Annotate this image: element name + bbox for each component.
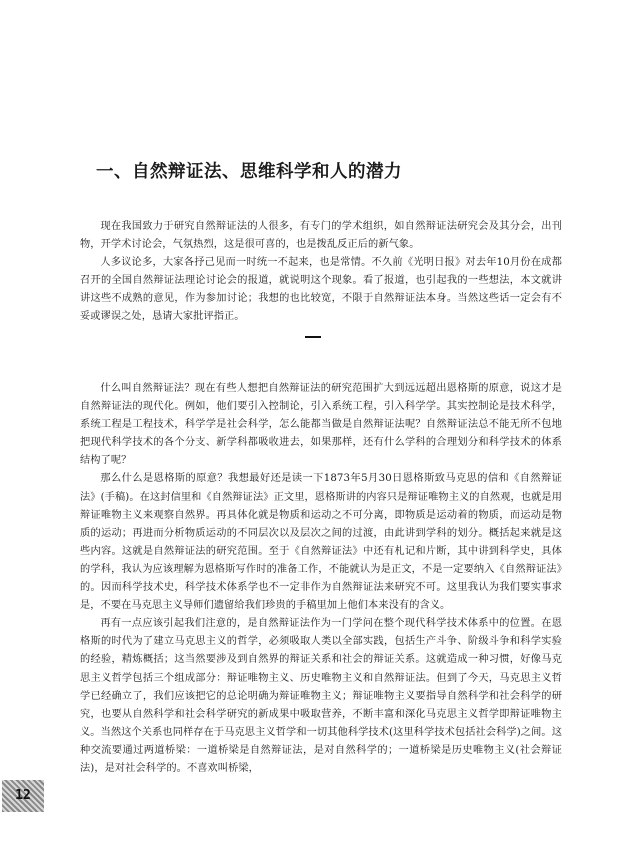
intro-paragraph: 现在我国致力于研究自然辩证法的人很多，有专门的学术组织，如自然辩证法研究会及其分会，出刊物，开学术讨论会，气氛热烈，这是很可喜的，也是拨乱反正后的新气象。 [80,221,562,251]
section-number [305,336,321,338]
body-paragraph: 那么什么是恩格斯的原意？我想最好还是读一下1873年5月30日恩格斯致马克思的信和《自然辩证法》(手稿)。在这封信里和《自然辩证法》正文里，恩格斯讲的内容只是辩证唯物主义的自然观，也就是用辩证唯物主义来观察自然界。再具体化就是物质和运动之不可分离，即物质是运动着的物质，而运动是物质的运动；再进而分析物质运动的不同层次以及层次之间的过渡，由此讲到学科的划分。概括起来就是这些内容。这就是自然辩证法的研究范围。至于《自然辩证法》中还有札记和片断，其中讲到科学史，具体的学科，我认为应该理解为恩格斯写作时的准备工作，不能就认为是正文，不是一定要纳入《自然辩证法》的。因而科学技术史，科学技术体系学也不一定非作为自然辩证法来研究不可。这里我认为我们要实事求是，不要在马克思主义导师们遗留给我们珍贵的手稿里加上他们本来没有的含义。 [80,473,562,612]
body-text [80,380,562,778]
intro-paragraph: 人多议论多，大家各抒己见而一时统一不起来，也是常情。不久前《光明日报》对去年10月份在成都召开的全国自然辩证法理论讨论会的报道，就说明这个现象。看了报道，也引起我的一些想法，本文就讲讲这些不成熟的意见，作为参加讨论；我想的也比较宽，不限于自然辩证法本身。当然这些话一定会有不妥或谬误之处，恳请大家批评指正。 [80,257,562,323]
page-number: 12 [2,780,44,812]
body-paragraph: 什么叫自然辩证法？现在有些人想把自然辩证法的研究范围扩大到远远超出恩格斯的原意，说这才是自然辩证法的现代化。例如，他们要引入控制论，引入系统工程，引入科学学。其实控制论是技术科学，系统工程是工程技术，科学学是社会科学，怎么能都当做是自然辩证法呢？自然辩证法总不能无所不包地把现代科学技术的各个分支、新学科都吸收进去，如果那样，还有什么学科的合理划分和科学技术的体系结构了呢？ [80,383,562,467]
chapter-title: 一、自然辩证法、思维科学和人的潜力 [96,162,402,182]
intro-text [80,218,562,327]
body-paragraph: 再有一点应该引起我们注意的，是自然辩证法作为一门学问在整个现代科学技术体系中的位置。在恩格斯的时代为了建立马克思主义的哲学，必须吸取人类以全部实践，包括生产斗争、阶级斗争和科学实验的经验，精炼概括；这当然要涉及到自然界的辩证关系和社会的辩证关系。这就造成一种习惯，好像马克思主义哲学包括三个组成部分：辩证唯物主义、历史唯物主义和自然辩证法。但到了今天，马克思主义哲学已经确立了，我们应该把它的总论明确为辩证唯物主义；辩证唯物主义要指导自然科学和社会科学的研究，也要从自然科学和社会科学研究的新成果中吸取营养，不断丰富和深化马克思主义哲学即辩证唯物主义。当然这个关系也同样存在于马克思主义哲学和一切其他科学技术(这里科学技术包括社会科学)之间。这种交流要通过两道桥梁：一道桥梁是自然辩证法，是对自然科学的；一道桥梁是历史唯物主义(社会辩证法)，是对社会科学的。不喜欢叫桥梁， [80,618,562,774]
